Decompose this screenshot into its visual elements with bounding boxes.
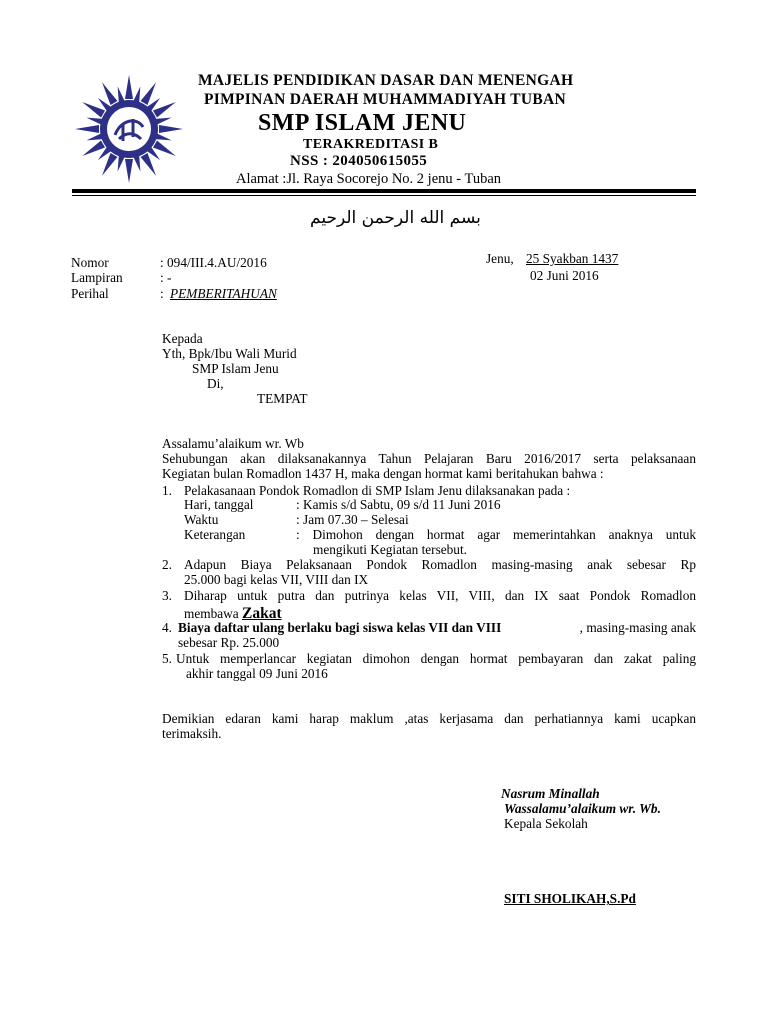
waktu-label: Waktu — [184, 512, 219, 527]
waktu-value: : Jam 07.30 – Selesai — [296, 512, 409, 527]
accreditation: TERAKREDITASI B — [303, 137, 439, 152]
hari-value: : Kamis s/d Sabtu, 09 s/d 11 Juni 2016 — [296, 497, 501, 512]
recipient-tempat: TEMPAT — [257, 391, 308, 406]
keterangan-value-line2: mengikuti Kegiatan tersebut. — [313, 542, 467, 557]
item4-bold-text: Biaya daftar ulang berlaku bagi siswa kelas VII dan VIII — [178, 620, 502, 635]
item3-number: 3. — [162, 588, 172, 603]
keterangan-value-line1: : Dimohon dengan hormat agar memerintahkan anaknya untuk — [296, 527, 696, 542]
nss-number: NSS : 204050615055 — [290, 153, 428, 169]
signature-title: Kepala Sekolah — [504, 816, 588, 831]
item1-text: Pelakasanaan Pondok Romadlon di SMP Islam Jenu dilaksanakan pada : — [184, 483, 571, 498]
lampiran-value: : - — [160, 270, 172, 285]
signature-name: SITI SHOLIKAH,S.Pd — [504, 891, 636, 906]
item4-line1 — [178, 620, 696, 636]
muhammadiyah-logo — [70, 75, 188, 183]
signature-nasrum: Nasrum Minallah — [501, 786, 600, 801]
school-name: SMP ISLAM JENU — [258, 110, 467, 136]
date-hijri: 25 Syakban 1437 — [526, 251, 619, 266]
perihal-label: Perihal — [71, 286, 109, 301]
header-rule-thin — [72, 195, 696, 196]
hari-label: Hari, tanggal — [184, 497, 254, 512]
header-board: PIMPINAN DAERAH MUHAMMADIYAH TUBAN — [204, 91, 566, 108]
recipient-school: SMP Islam Jenu — [192, 361, 279, 376]
item4-line2: sebesar Rp. 25.000 — [178, 635, 280, 650]
item2-number: 2. — [162, 557, 172, 572]
school-address: Alamat :Jl. Raya Socorejo No. 2 jenu - Tuban — [236, 171, 502, 187]
keterangan-label: Keterangan — [184, 527, 246, 542]
lampiran-label: Lampiran — [71, 270, 123, 285]
closing-line1: Demikian edaran kami harap maklum ,atas kerjasama dan perhatiannya kami ucapkan — [162, 711, 696, 726]
recipient-kepada: Kepada — [162, 331, 203, 346]
header-council: MAJELIS PENDIDIKAN DASAR DAN MENENGAH — [198, 72, 574, 89]
item5-number: 5. — [162, 651, 172, 666]
bismillah: بسم الله الرحمن الرحيم — [310, 208, 481, 228]
item3-zakat: Zakat — [241, 605, 282, 622]
item2-line1: Adapun Biaya Pelaksanaan Pondok Romadlon masing-masing anak sebesar Rp — [184, 557, 696, 572]
date-place: Jenu, — [486, 251, 514, 266]
recipient-di: Di, — [207, 376, 224, 391]
intro-line1: Sehubungan akan dilaksanakannya Tahun Pelajaran Baru 2016/2017 serta pelaksanaan — [162, 451, 696, 466]
item5-line2: akhir tanggal 09 Juni 2016 — [186, 666, 328, 681]
closing-line2: terimaksih. — [162, 726, 222, 741]
item1-number: 1. — [162, 483, 172, 498]
perihal-colon: : — [160, 286, 164, 301]
greeting: Assalamu’alaikum wr. Wb — [162, 436, 304, 451]
signature-wassalam: Wassalamu’alaikum wr. Wb. — [504, 801, 661, 816]
header-rule-thick — [72, 189, 696, 193]
item4-rest-text: , masing-masing anak — [579, 620, 696, 635]
item2-line2: 25.000 bagi kelas VII, VIII dan IX — [184, 572, 369, 587]
item5-line1: Untuk memperlancar kegiatan dimohon dengan hormat pembayaran dan zakat paling — [176, 651, 696, 666]
nomor-value: : 094/III.4.AU/2016 — [160, 255, 267, 270]
date-gregorian: 02 Juni 2016 — [530, 268, 599, 283]
nomor-label: Nomor — [71, 255, 109, 270]
item3-line1: Diharap untuk putra dan putrinya kelas VII, VIII, dan IX saat Pondok Romadlon — [184, 588, 696, 603]
perihal-value: PEMBERITAHUAN — [170, 286, 277, 301]
item4-number: 4. — [162, 620, 172, 635]
recipient-yth: Yth, Bpk/Ibu Wali Murid — [162, 346, 297, 361]
item3-membawa: membawa — [184, 606, 239, 621]
intro-line2: Kegiatan bulan Romadlon 1437 H, maka dengan hormat kami beritahukan bahwa : — [162, 466, 604, 481]
